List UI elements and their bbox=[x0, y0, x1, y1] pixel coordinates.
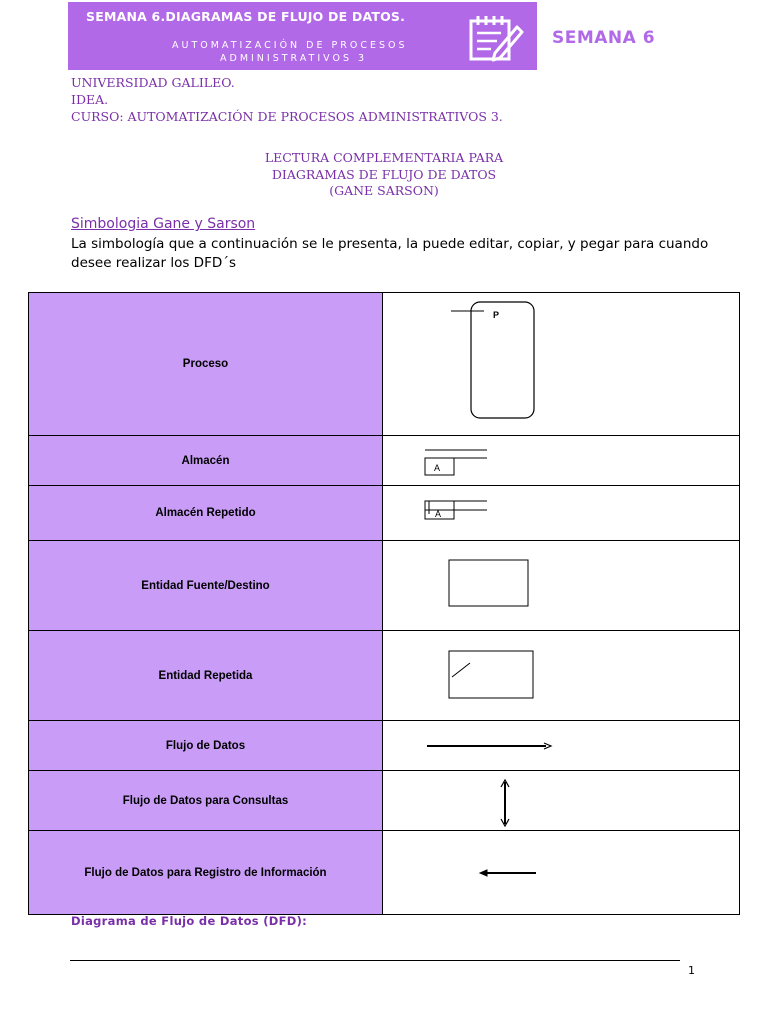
row-label: Flujo de Datos para Registro de Información bbox=[29, 831, 383, 915]
footer-rule bbox=[70, 960, 680, 961]
process-symbol bbox=[383, 294, 739, 435]
repeated-store-symbol bbox=[383, 487, 739, 540]
process-symbol-cell bbox=[383, 293, 740, 436]
row-label: Almacén bbox=[29, 436, 383, 486]
data-flow-symbol bbox=[383, 722, 739, 770]
table-row bbox=[29, 631, 740, 721]
header-banner bbox=[68, 2, 537, 70]
page-number: 1 bbox=[688, 964, 695, 977]
query-flow-symbol-cell bbox=[383, 771, 740, 831]
store-symbol bbox=[383, 437, 739, 485]
row-label: Entidad Fuente/Destino bbox=[29, 541, 383, 631]
reading-title-line3: (GANE SARSON) bbox=[329, 183, 439, 198]
reading-title-line1: LECTURA COMPLEMENTARIA PARA bbox=[264, 150, 504, 165]
banner-subtitle-line2: ADMINISTRATIVOS 3 bbox=[220, 53, 368, 64]
entity-symbol-cell bbox=[383, 541, 740, 631]
query-flow-symbol bbox=[383, 772, 739, 830]
repeated-entity-symbol bbox=[383, 632, 739, 720]
dfd-caption: Diagrama de Flujo de Datos (DFD): bbox=[71, 914, 308, 928]
record-flow-symbol-cell bbox=[383, 831, 740, 915]
notepad-pen-icon bbox=[467, 13, 525, 63]
table-row bbox=[29, 721, 740, 771]
row-label: Proceso bbox=[29, 293, 383, 436]
table-row bbox=[29, 771, 740, 831]
institution-program: IDEA. bbox=[71, 92, 109, 107]
table-row bbox=[29, 541, 740, 631]
row-label: Entidad Repetida bbox=[29, 631, 383, 721]
data-flow-symbol-cell bbox=[383, 721, 740, 771]
row-label: Almacén Repetido bbox=[29, 486, 383, 541]
banner-title: SEMANA 6.DIAGRAMAS DE FLUJO DE DATOS. bbox=[86, 9, 406, 24]
reading-title bbox=[0, 150, 768, 200]
store-symbol-cell bbox=[383, 436, 740, 486]
institution-name: UNIVERSIDAD GALILEO. bbox=[71, 75, 235, 90]
repeated-entity-symbol-cell bbox=[383, 631, 740, 721]
table-row bbox=[29, 293, 740, 436]
reading-title-line2: DIAGRAMAS DE FLUJO DE DATOS bbox=[271, 166, 497, 182]
store-symbol-letter: A bbox=[433, 462, 441, 473]
table-row bbox=[29, 436, 740, 486]
course-name: CURSO: AUTOMATIZACIÓN DE PROCESOS ADMINISTRATIVOS 3. bbox=[71, 109, 503, 124]
banner-subtitle-line1: AUTOMATIZACIÓN DE PROCESOS bbox=[172, 40, 408, 51]
table-row bbox=[29, 831, 740, 915]
intro-paragraph: La simbología que a continuación se le presenta, la puede editar, copiar, y pegar para cuando desee realizar los DFD´s bbox=[71, 236, 709, 271]
institution-block bbox=[71, 74, 503, 125]
row-label: Flujo de Datos para Consultas bbox=[29, 771, 383, 831]
week-badge: SEMANA 6 bbox=[552, 28, 656, 48]
section-title: Simbologia Gane y Sarson bbox=[71, 216, 256, 232]
repeated-store-symbol-letter: A bbox=[434, 508, 442, 519]
row-label: Flujo de Datos bbox=[29, 721, 383, 771]
record-flow-symbol bbox=[383, 832, 739, 914]
process-symbol-letter: P bbox=[492, 309, 500, 320]
repeated-store-symbol-cell bbox=[383, 486, 740, 541]
entity-symbol bbox=[383, 542, 739, 630]
table-row bbox=[29, 486, 740, 541]
symbols-table bbox=[28, 292, 740, 915]
